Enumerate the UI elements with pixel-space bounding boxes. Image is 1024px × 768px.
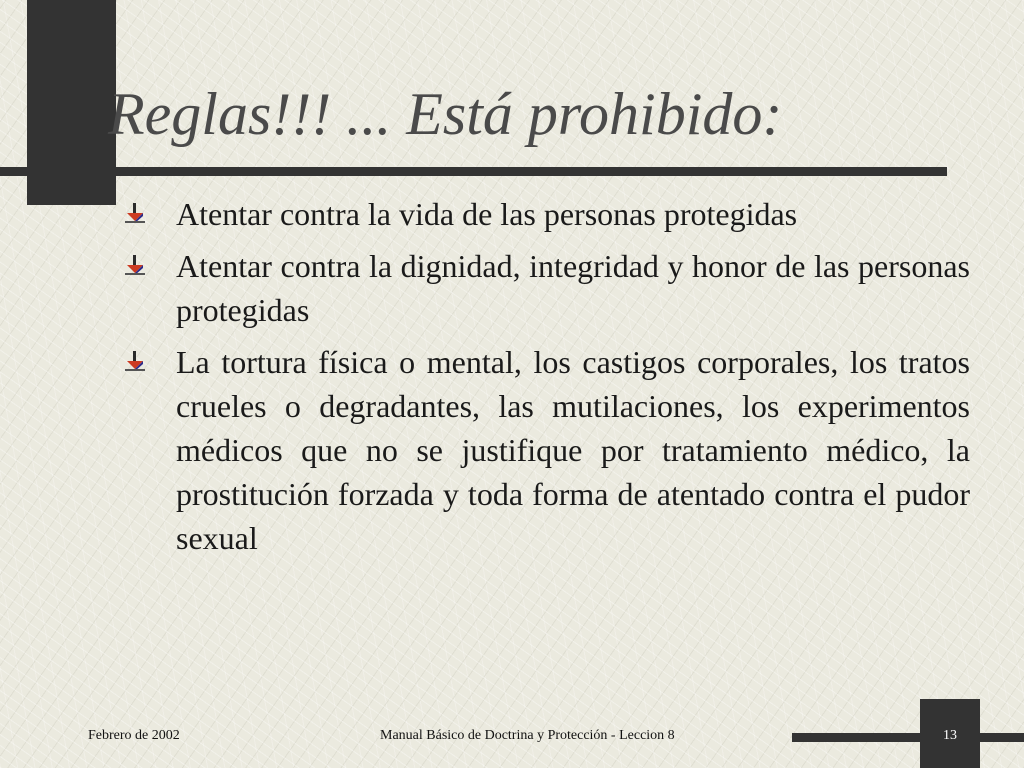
footer-title: Manual Básico de Doctrina y Protección - Leccion 8 <box>380 728 675 743</box>
bullet-item-3 <box>120 340 970 560</box>
bullet-item-2 <box>120 244 970 332</box>
bullet-text: Atentar contra la vida de las personas protegidas <box>176 196 798 232</box>
bullet-text: La tortura física o mental, los castigos corporales, los tratos crueles o degradantes, las mutilaciones, los experimentos médicos que no se justifique por tratamiento médico, la prostitución forzada y toda forma de atentado contra el pudor sexual <box>176 344 970 556</box>
slide-title: Reglas!!! ... Está prohibido: <box>108 81 783 147</box>
bullet-text: Atentar contra la dignidad, integridad y honor de las personas protegidas <box>176 248 970 328</box>
footer-decorative-bar <box>792 733 1024 742</box>
bullet-item-1 <box>120 192 970 236</box>
title-underline-bar <box>0 167 947 176</box>
bullet-list <box>120 192 970 568</box>
footer-date: Febrero de 2002 <box>88 728 180 743</box>
page-number: 13 <box>943 728 957 743</box>
bullet-arrow-icon <box>124 350 146 372</box>
bullet-arrow-icon <box>124 254 146 276</box>
bullet-arrow-icon <box>124 202 146 224</box>
